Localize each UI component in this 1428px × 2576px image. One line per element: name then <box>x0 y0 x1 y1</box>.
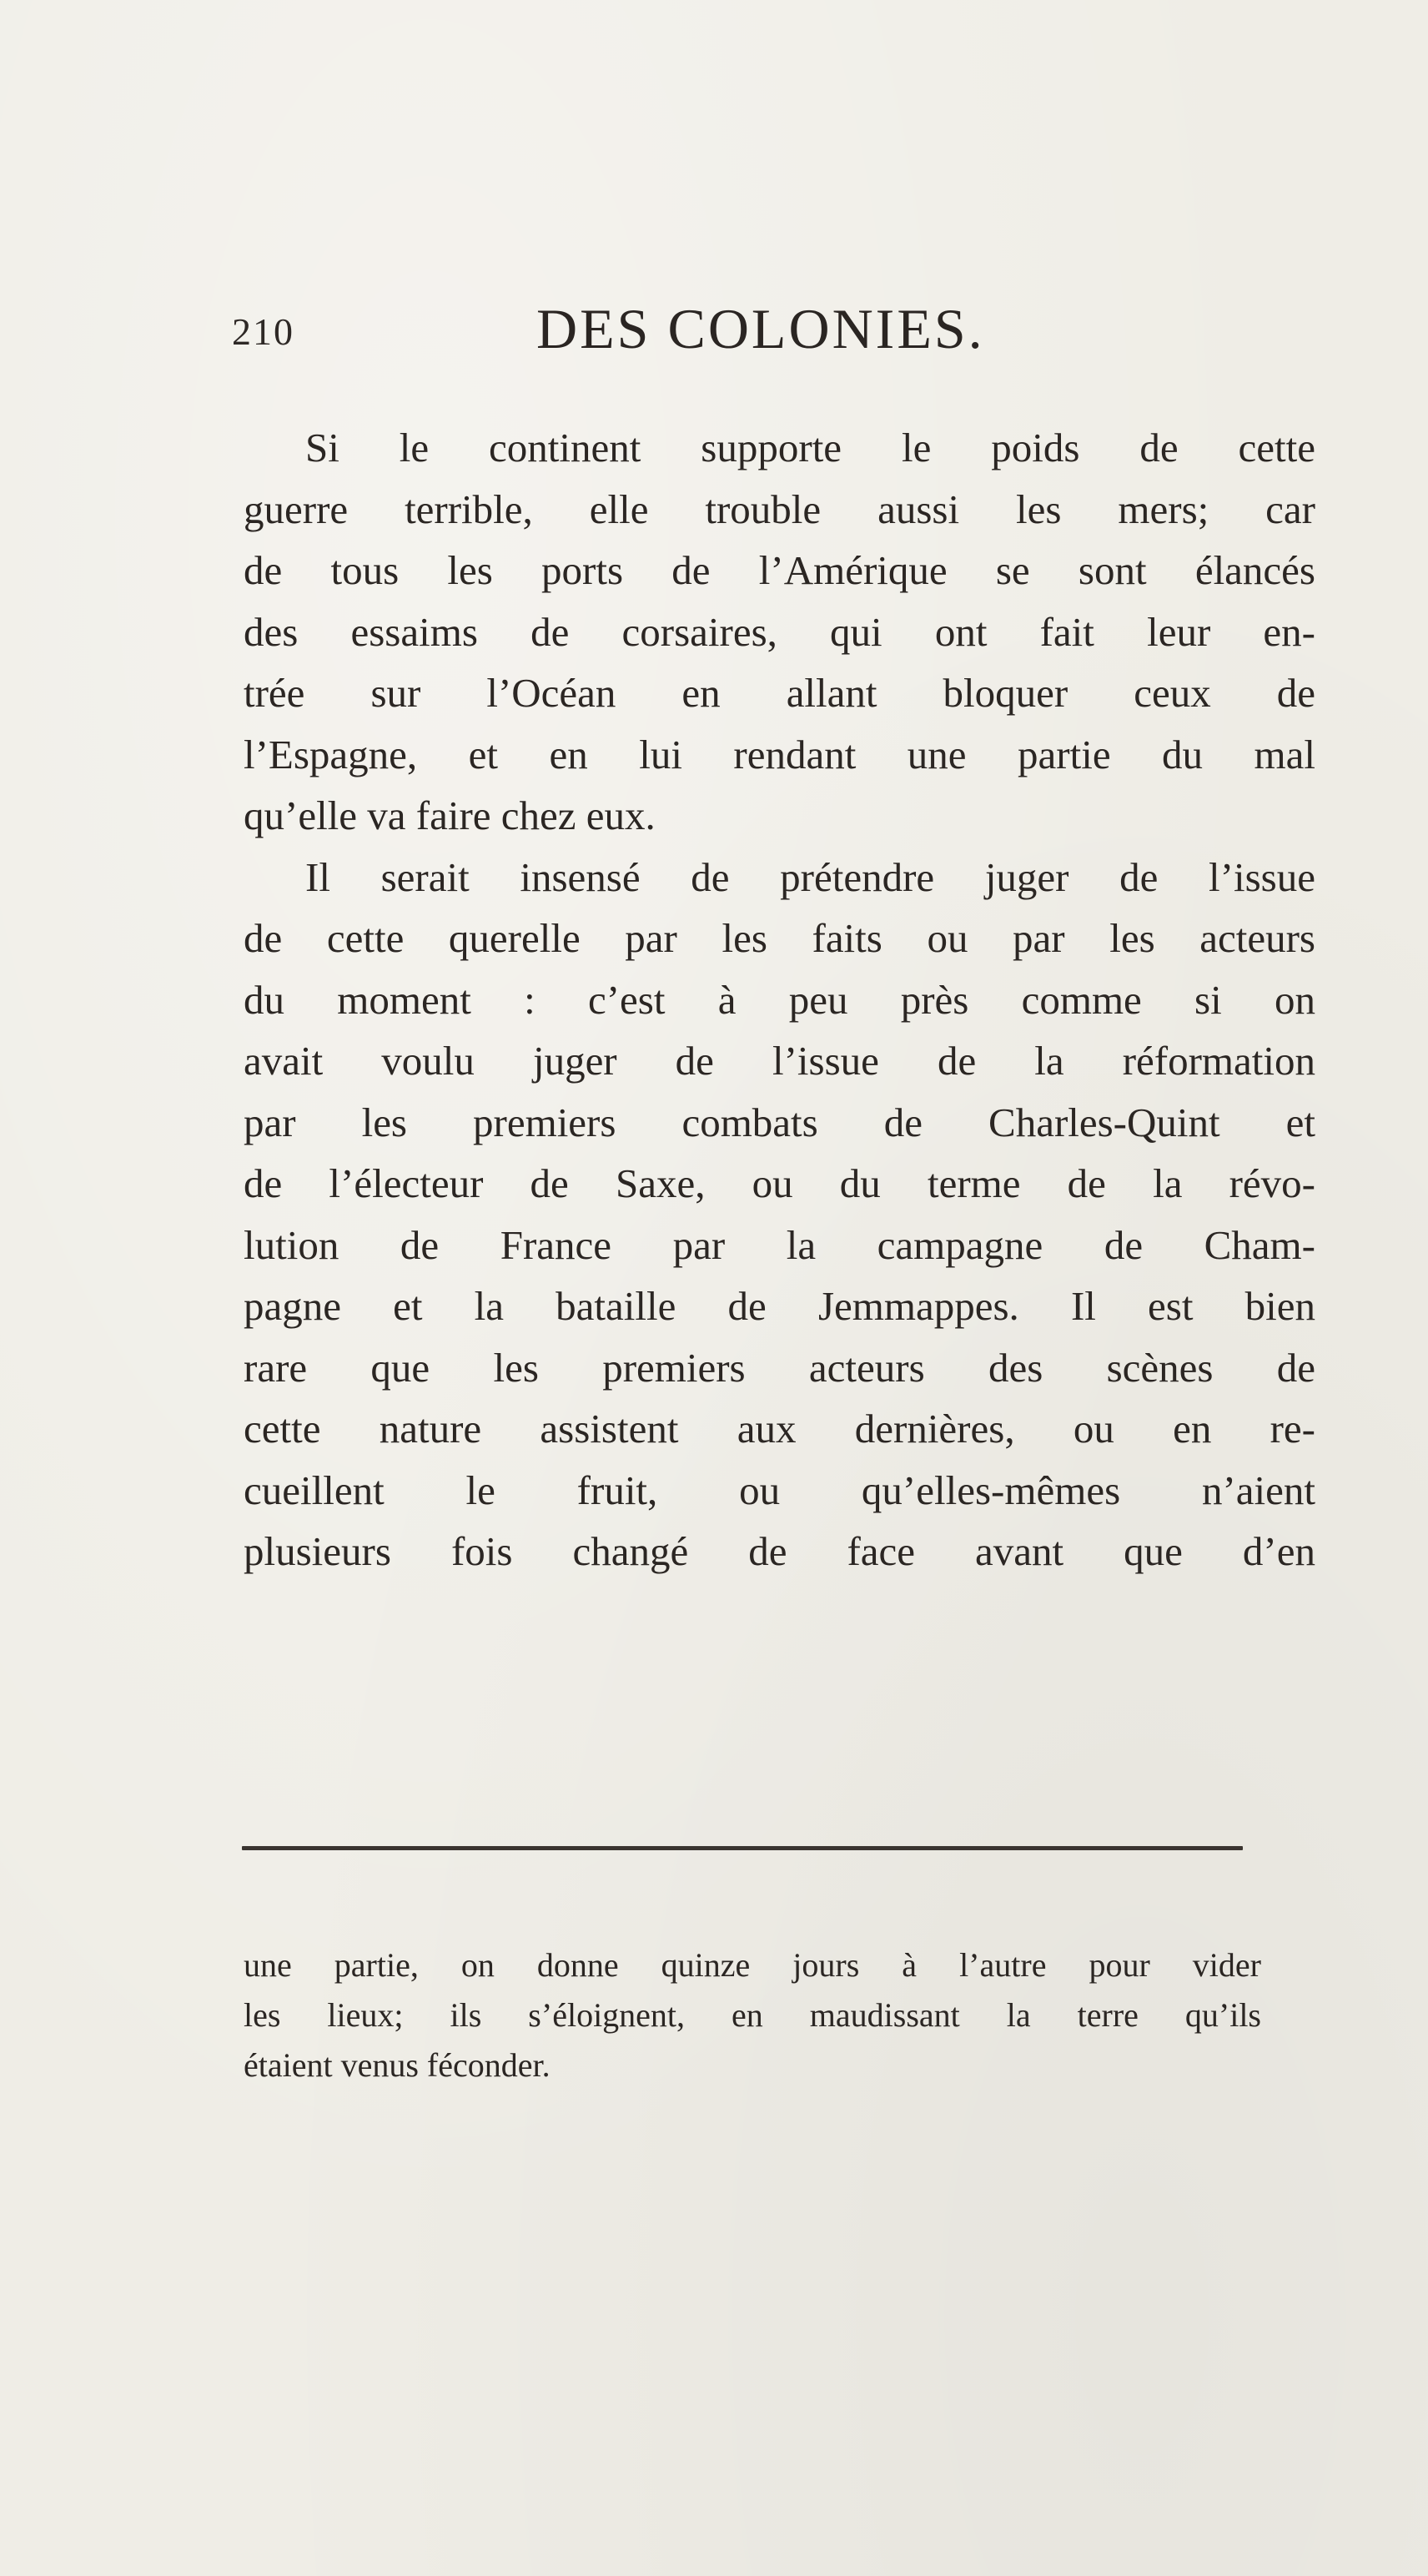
text-line: avait voulu juger de l’issue de la réformation <box>244 1038 1315 1084</box>
text-line: par les premiers combats de Charles-Quint et <box>244 1099 1315 1145</box>
page-header <box>232 296 1333 371</box>
footnote <box>244 1940 1261 2090</box>
text-line: l’Espagne, et en lui rendant une partie du mal <box>244 731 1315 777</box>
text-line: des essaims de corsaires, qui ont fait leur en- <box>244 608 1315 655</box>
text-line: pagne et la bataille de Jemmappes. Il est bien <box>244 1283 1315 1329</box>
running-title: DES COLONIES. <box>536 297 985 360</box>
text-line: Il serait insensé de prétendre juger de l’issue <box>305 853 1315 900</box>
text-line: rare que les premiers acteurs des scènes de <box>244 1344 1315 1391</box>
text-line: guerre terrible, elle trouble aussi les mers; car <box>244 486 1315 532</box>
text-line: de cette querelle par les faits ou par les acteurs <box>244 915 1315 961</box>
body-text <box>244 417 1315 1582</box>
footnote-line: étaient venus féconder. <box>244 2046 551 2084</box>
text-line: plusieurs fois changé de face avant que d’en <box>244 1528 1315 1574</box>
text-line: du moment : c’est à peu près comme si on <box>244 976 1315 1023</box>
footnote-line: une partie, on donne quinze jours à l’autre pour vider <box>244 1946 1261 1984</box>
text-line: de tous les ports de l’Amérique se sont élancés <box>244 547 1315 593</box>
text-line: qu’elle va faire chez eux. <box>244 792 656 838</box>
page-number: 210 <box>232 310 294 353</box>
text-line: Si le continent supporte le poids de cette <box>305 425 1315 470</box>
text-line: lution de France par la campagne de Cham- <box>244 1221 1315 1268</box>
footnote-line: les lieux; ils s’éloignent, en maudissant la terre qu’ils <box>244 1996 1261 2034</box>
footnote-rule <box>242 1846 1243 1850</box>
text-line: cette nature assistent aux dernières, ou en re- <box>244 1406 1315 1452</box>
text-line: cueillent le fruit, ou qu’elles-mêmes n’aient <box>244 1467 1315 1513</box>
text-line: trée sur l’Océan en allant bloquer ceux de <box>244 670 1315 716</box>
text-line: de l’électeur de Saxe, ou du terme de la révo- <box>244 1160 1315 1206</box>
